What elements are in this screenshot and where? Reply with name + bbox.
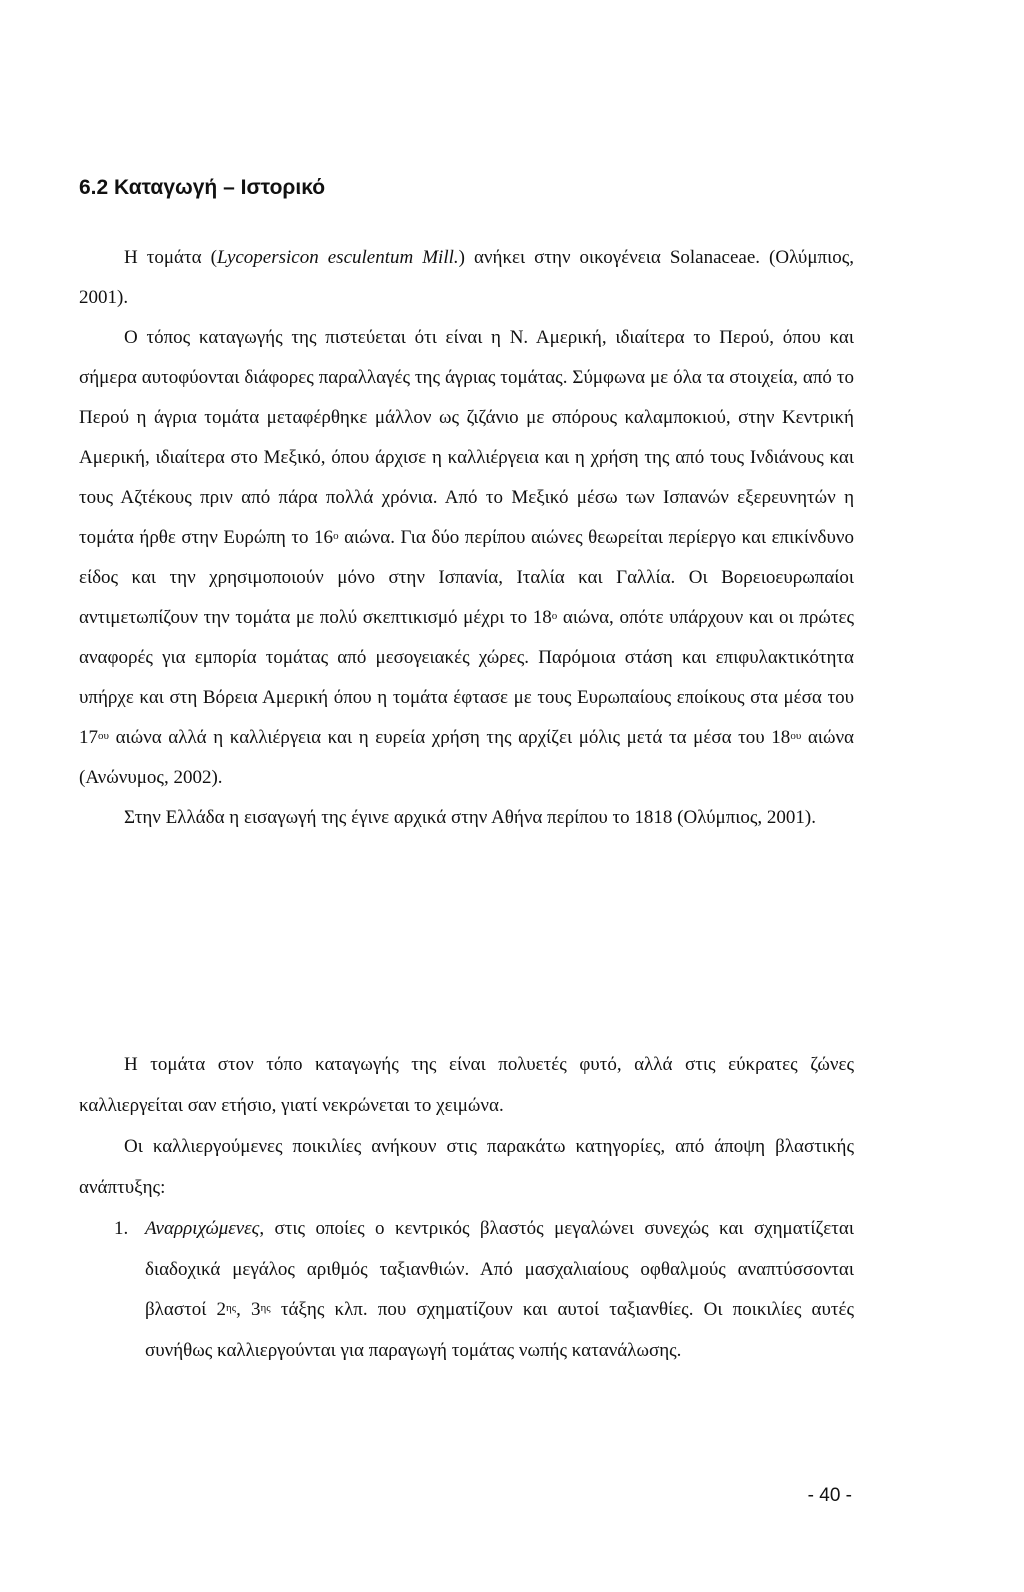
paragraph-2-text-a: Ο τόπος καταγωγής της πιστεύεται ότι είναι η Ν. Αμερική, ιδιαίτερα το Περού, όπου και σήμερα αυτοφύονται διάφορες παραλλαγές της άγριας τομάτας. Σύμφωνα με όλα τα στοιχεία, από το Περού η άγρια τομάτα μεταφέρθηκε μάλλον ως ζιζάνιο με σπόρους καλαμποκιού, στην Κεντρική Αμερική, ιδιαίτερα στο Μεξικό, όπου άρχισε η καλλιέργεια και η χρήση της από τους Ινδιάνους και τους Αζτέκους πριν από πάρα πολλά χρόνια. Από το Μεξικό μέσω των Ισπανών εξερευνητών η τομάτα ήρθε στην Ευρώπη το 16 <box>79 327 854 548</box>
list-item <box>114 1209 854 1371</box>
paragraph-1 <box>79 238 854 318</box>
superscript: ο <box>333 530 339 542</box>
paragraph-2-text-d: αιώνα αλλά η καλλιέργεια και η ευρεία χρήση της αρχίζει μόλις μετά τα μέσα του 18 <box>108 727 791 748</box>
list-item-text-c: τάξης κλπ. που σχηματίζουν και αυτοί ταξιανθίες. Οι ποικιλίες αυτές συνήθως καλλιεργούνται για παραγωγή τομάτας νωπής κατανάλωσης. <box>145 1299 855 1361</box>
page-number: - 40 - <box>807 1485 852 1506</box>
list-item-number: 1. <box>114 1218 129 1239</box>
paragraph-4: Η τομάτα στον τόπο καταγωγής της είναι πολυετές φυτό, αλλά στις εύκρατες ζώνες καλλιεργείται σαν ετήσιο, γιατί νεκρώνεται το χειμώνα. <box>79 1054 854 1116</box>
paragraph-1-text-a: Η τομάτα ( <box>124 247 217 268</box>
section-heading <box>79 176 325 200</box>
superscript: ης <box>260 1302 271 1314</box>
section-number: 6.2 <box>79 176 109 199</box>
paragraph-origin-intro <box>79 238 854 838</box>
paragraph-1-text-b: ) ανήκει στην οικογένεια Solanaceae. (Ολύμπιος, 2001). <box>79 247 855 308</box>
paragraph-2-text-c: αιώνα, οπότε υπάρχουν και οι πρώτες αναφορές για εμπορία τομάτας από μεσογειακές χώρες. Παρόμοια στάση και επιφυλακτικότητα υπήρχε και στη Βόρεια Αμερική όπου η τομάτα έφτασε με τους Ευρωπαίους εποίκους στα μέσα του 17 <box>79 607 854 748</box>
paragraph-3: Στην Ελλάδα η εισαγωγή της έγινε αρχικά στην Αθήνα περίπου το 1818 (Ολύμπιος, 2001). <box>124 807 816 828</box>
section-title: Καταγωγή – Ιστορικό <box>114 176 326 199</box>
list-item-text-b: , 3 <box>236 1299 261 1320</box>
superscript: ης <box>226 1302 237 1314</box>
variety-list <box>114 1209 854 1371</box>
paragraph-2-text-e: αιώνα (Ανώνυμος, 2002). <box>79 727 854 788</box>
superscript: ου <box>98 730 109 742</box>
paragraph-2 <box>79 318 854 798</box>
superscript: ο <box>551 610 558 622</box>
list-item-term: Αναρριχώμενες <box>145 1218 260 1239</box>
paragraph-5: Οι καλλιεργούμενες ποικιλίες ανήκουν στις παρακάτω κατηγορίες, από άποψη βλαστικής ανάπτυξης: <box>79 1136 854 1198</box>
superscript: ου <box>790 730 802 742</box>
paragraph-cultivation <box>79 1044 854 1208</box>
list-item-text-a: , στις οποίες ο κεντρικός βλαστός μεγαλώνει συνεχώς και σχηματίζεται διαδοχικά μεγάλος αριθμός ταξιανθιών. Από μασχαλιαίους οφθαλμούς αναπτύσσονται βλαστοί 2 <box>145 1218 854 1320</box>
scientific-name: Lycopersicon esculentum Mill. <box>216 247 459 268</box>
paragraph-2-text-b: αιώνα. Για δύο περίπου αιώνες θεωρείται περίεργο και επικίνδυνο είδος και την χρησιμοποιούν μόνο στην Ισπανία, Ιταλία και Γαλλία. Οι Βορειοευρωπαίοι αντιμετωπίζουν την τομάτα με πολύ σκεπτικισμό μέχρι το 18 <box>79 527 854 628</box>
